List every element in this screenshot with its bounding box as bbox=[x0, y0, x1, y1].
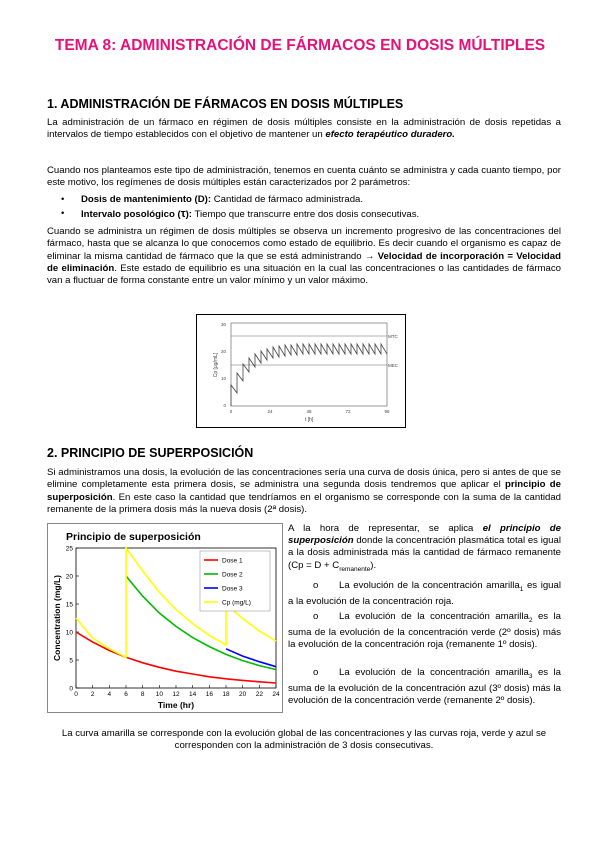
x-tick-label: 8 bbox=[140, 691, 145, 698]
legend-label: Dose 1 bbox=[222, 557, 243, 565]
legend-label: Dose 2 bbox=[222, 571, 243, 579]
legend-label: Dose 3 bbox=[222, 585, 243, 593]
x-axis-label: t [h] bbox=[304, 417, 314, 423]
s1-paragraph-3: Cuando se administra un régimen de dosis múltiples se observa un incremento progresivo de las concentraciones del fármaco, hasta que se alcanza lo que conocemos como estado de equilibrio. Es decir cuando el organismo es capaz de eliminar la misma cantidad de fármaco que la que se está administrando → Velocidad de incorporación = Velocidad de eliminación. Este estado de equilibrio es una situación en la cual las concentraciones o las cantidades de fármaco van a fluctuar de forma constante entre un valor mínimo y un valor máximo. bbox=[47, 226, 561, 287]
x-tick: 48 bbox=[306, 409, 312, 414]
mtc-label: MTC bbox=[388, 334, 398, 339]
y-tick: 30 bbox=[220, 322, 226, 327]
document-page: TEMA 8: ADMINISTRACIÓN DE FÁRMACOS EN DOSIS MÚLTIPLES 1. ADMINISTRACIÓN DE FÁRMACOS EN DOSIS MÚLTIPLES La administración de un fármaco en régimen de dosis múltiples consiste en la administración de dosis repetidas a intervalos de tiempo establecidos con el objetivo de mantener un efecto terapéutico duradero. Cuando nos planteamos este tipo de administración, tenemos en cuenta cuánto se administra y cada cuanto tiempo, por este motivo, los regímenes de dosis múltiples están caracterizados por 2 parámetros: • Dosis de mantenimiento (D): Cantidad de fármaco administrada. • Intervalo posológico (τ): Tiempo que transcurre entre dos dosis consecutivas. Cuando se administra un régimen de dosis múltiples se observa un incremento progresivo de las concentraciones del fármaco, hasta que se alcanza lo que conocemos como estado de equilibrio. Es decir cuando el organismo es capaz de eliminar la misma cantidad de fármaco que la que se está administrando → Velocidad de incorporación = Velocidad de eliminación. Este estado de equilibrio es una situación en la cual las concentraciones o las cantidades de fármaco van a fluctuar de forma constante entre un valor mínimo y un valor máximo. MTC MEC 30 20 10 0 0 24 48 72 96 t [h] Cp [μg/mL] 2. PRINCIPIO DE SUPERPOSICIÓN Si administramos una dosis, la evolución de las concentraciones sería una curva de dosis única, pero si antes de que se elimine completamente esta primera dosis, se administra una segunda dosis tendremos que aplicar el principio de superposición. En este caso la cantidad que tendríamos en el organismo se corresponde con la suma de la cantidad remanente de la primera dosis más la nueva dosis (2ª dosis). Principio de superposición Concentration (mg/L) Time (hr) 0 2 4 6 8 10 12 14 16 18 20 22 24 0 5 10 15 20 25 Dose 1 Dose 2 Dose 3 Cp (mg/L) A la hora de representar, se aplica el principio de superposición donde la concentración plasmática total es igual a la dosis administrada más la cantidad de fármaco remanente $(Cp = D + C_{remanente})$. o La evolución de la concentración amarilla$_1$ es igual a la evolución de la concentración roja. o La evolución de la concentración amarilla$_2$ es la suma de la evolución de la concentración verde (2º dosis) más la evolución de la concentración roja (remanente 1º dosis). o La evolución de la concentración amarilla$_3$ es la suma de la evolución de la concentración azul (3º dosis) más la evolución de la concentración verde (remanente 2º dosis). La curva amarilla se corresponde con la evolución global de las concentraciones y las curvas roja, verde y azul se corresponden con la administración de 3 dosis consecutivas. bbox=[0, 0, 600, 848]
plot-frame bbox=[231, 323, 387, 406]
y-tick: 20 bbox=[220, 349, 226, 354]
s1-paragraph-2: Cuando nos planteamos este tipo de administración, tenemos en cuenta cuánto se administra y cada cuanto tiempo, por este motivo, los regímenes de dosis múltiples están caracterizados por 2 parámetros: bbox=[47, 165, 561, 189]
x-tick: 96 bbox=[384, 409, 390, 414]
mec-label: MEC bbox=[388, 363, 398, 368]
y-tick-label: 15 bbox=[65, 601, 73, 609]
y-tick: 0 bbox=[223, 403, 226, 408]
superposition-chart bbox=[47, 523, 283, 713]
x-tick-label: 6 bbox=[124, 691, 128, 698]
y-tick-label: 20 bbox=[65, 573, 73, 581]
page-title: TEMA 8: ADMINISTRACIÓN DE FÁRMACOS EN DOSIS MÚLTIPLES bbox=[54, 37, 546, 54]
x-tick-label: 2 bbox=[90, 691, 95, 698]
superposition-explanation: A la hora de representar, se aplica el principio de superposición donde la concentración plasmática total es igual a la dosis administrada más la cantidad de fármaco remanente $(Cp = D + C_{remanente})$. bbox=[288, 523, 561, 573]
legend-label: Cp (mg/L) bbox=[222, 599, 251, 607]
x-tick-label: 24 bbox=[272, 691, 280, 698]
s2-paragraph-1: Si administramos una dosis, la evolución de las concentraciones sería una curva de dosis única, pero si antes de que se elimine completamente esta primera dosis, se administra una segunda dosis tendremos que aplicar el principio de superposición. En este caso la cantidad que tendríamos en el organismo se corresponde con la suma de la cantidad remanente de la primera dosis más la nueva dosis (2ª dosis). bbox=[47, 467, 561, 515]
x-tick-label: 12 bbox=[172, 691, 180, 698]
x-tick-label: 4 bbox=[107, 691, 112, 698]
x-tick-label: 0 bbox=[74, 691, 78, 698]
x-tick-label: 14 bbox=[189, 691, 197, 698]
x-tick-label: 20 bbox=[239, 691, 247, 698]
x-tick: 72 bbox=[345, 409, 351, 414]
x-tick-label: 22 bbox=[255, 691, 263, 698]
y-tick-label: 10 bbox=[65, 629, 73, 637]
multiple-dose-figure bbox=[196, 314, 406, 428]
x-tick: 24 bbox=[267, 409, 273, 414]
chart-x-label: Time (hr) bbox=[157, 700, 195, 710]
y-tick-label: 25 bbox=[65, 545, 73, 553]
y-tick-label: 5 bbox=[69, 657, 73, 665]
y-axis-label: Cp [μg/mL] bbox=[213, 352, 219, 378]
chart-title: Principio de superposición bbox=[66, 531, 201, 543]
sub-bullet-3: o La evolución de la concentración amarilla$_3$ es la suma de la evolución de la concentración azul (3º dosis) más la evolución de la concentración verde (remanente 2º dosis). bbox=[288, 667, 561, 707]
y-tick: 10 bbox=[220, 376, 226, 381]
sub-bullet-1: o La evolución de la concentración amarilla$_1$ es igual a la evolución de la concentración roja. bbox=[288, 580, 561, 608]
y-tick-label: 0 bbox=[69, 685, 73, 693]
x-tick-label: 10 bbox=[155, 691, 163, 698]
s1-paragraph-1: La administración de un fármaco en régimen de dosis múltiples consiste en la administración de dosis repetidas a intervalos de tiempo establecidos con el objetivo de mantener un efecto terapéutico duradero. bbox=[47, 117, 561, 141]
x-tick-label: 16 bbox=[205, 691, 213, 698]
x-tick: 0 bbox=[229, 409, 233, 414]
sub-bullet-2: o La evolución de la concentración amarilla$_2$ es la suma de la evolución de la concentración verde (2º dosis) más la evolución de la concentración roja (remanente 1º dosis). bbox=[288, 611, 561, 651]
final-paragraph: La curva amarilla se corresponde con la evolución global de las concentraciones y las curvas roja, verde y azul se corresponden con la administración de 3 dosis consecutivas. bbox=[61, 728, 547, 752]
section-2-heading: 2. PRINCIPIO DE SUPERPOSICIÓN bbox=[47, 446, 254, 460]
chart-y-label: Concentration (mg/L) bbox=[52, 575, 62, 661]
multiple-dose-curve bbox=[231, 344, 387, 406]
section-1-heading: 1. ADMINISTRACIÓN DE FÁRMACOS EN DOSIS MÚLTIPLES bbox=[47, 97, 404, 111]
x-tick-label: 18 bbox=[222, 691, 230, 698]
